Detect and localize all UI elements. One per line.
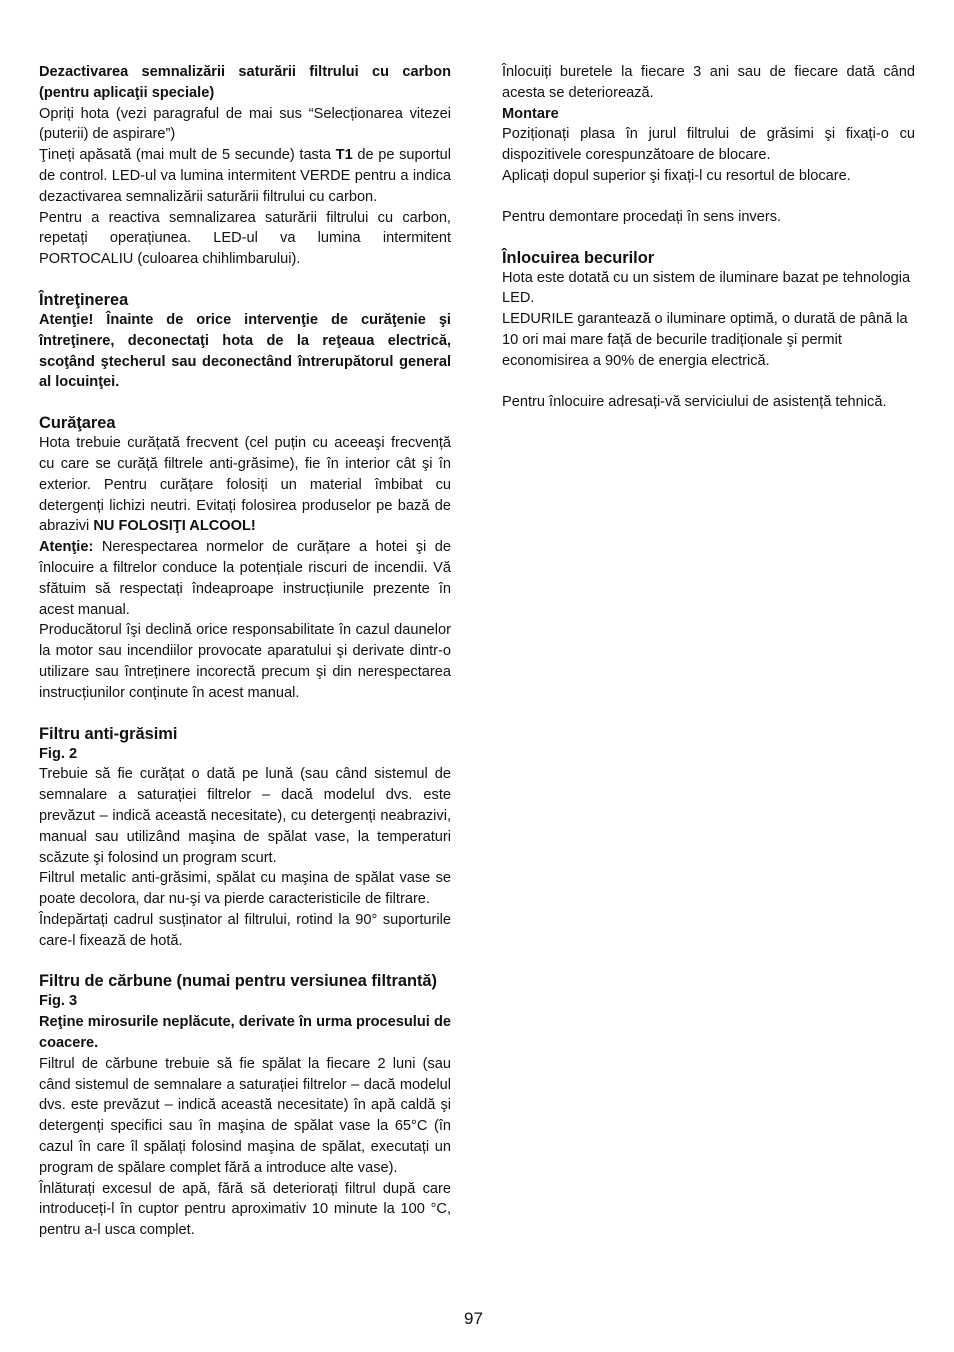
key-label: T1 (335, 147, 353, 164)
paragraph: Hota trebuie curățată frecvent (cel puțin cu aceeaşi frecvență cu care se curăță filtrele anti-grăsime), fie în interior cât şi în exterior. Pentru curățare folosiți un material îmbibat cu detergenți lichizi neutri. Evitați folosirea produselor pe bază de abrazivi NU FOLOSIŢI ALCOOL! (39, 435, 451, 535)
paragraph: Opriți hota (vezi paragraful de mai sus “Selecționarea vitezei (puterii) de aspirare”) (39, 105, 451, 143)
paragraph: Pentru înlocuire adresați-vă serviciului de asistență tehnică. (502, 393, 887, 410)
paragraph: Înlocuiți buretele la fiecare 3 ani sau de fiecare dată când acesta se deteriorează. (502, 64, 915, 101)
section-heading-carbon-filter: Filtru de cărbune (numai pentru versiunea filtrantă) (39, 972, 437, 991)
section-heading-maintenance: Întreţinerea (39, 290, 129, 309)
paragraph: Filtrul metalic anti-grăsimi, spălat cu maşina de spălat vase se poate decolora, dar nu-şi va pierde caracteristicile de filtrare. (39, 870, 451, 908)
section-heading-cleaning: Curăţarea (39, 414, 116, 433)
paragraph: Pentru demontare procedați în sens invers. (502, 208, 782, 225)
paragraph: Pentru a reactiva semnalizarea saturării filtrului cu carbon, repetați operațiunea. LED-ul va lumina intermitent PORTOCALIU (culoarea chihlimbarului). (39, 209, 451, 268)
paragraph: LEDURILE garantează o iluminare optimă, o durată de până la 10 ori mai mare față de becurile tradiționale şi permit economisirea a 90% de energia electrică. (502, 311, 908, 369)
paragraph: Aplicați dopul superior şi fixați-l cu resortul de blocare. (502, 167, 851, 184)
spacer (39, 704, 451, 724)
attention-label: Atenţie: (39, 539, 94, 556)
paragraph: Trebuie să fie curățat o dată pe lună (sau când sistemul de semnalare a saturației filtrelor – dacă modelul dvs. este prevăzut – indică această necesitate), cu detergenți neabrazivi, manual sau utilizând maşina de spălat vase, la temperaturi scăzute şi folosind un program scurt. (39, 766, 451, 866)
maintenance-warning: Atenţie! Înainte de orice intervenţie de curăţenie şi întreţinere, deconectaţi hota de la reţeaua electrică, scoţând ştecherul sau deconectând întrerupătorul general al locuinţei. (39, 311, 451, 391)
page-number: 97 (464, 1309, 483, 1328)
spacer (39, 393, 451, 413)
right-column (502, 62, 915, 412)
section-heading-grease-filter: Filtru anti-grăsimi (39, 724, 178, 743)
spacer (502, 372, 915, 392)
section-heading-bulb-replacement: Înlocuirea becurilor (502, 248, 655, 267)
left-column (39, 62, 451, 1241)
paragraph: Hota este dotată cu un sistem de iluminare bazat pe tehnologia LED. (502, 269, 911, 307)
paragraph: Producătorul îşi declină orice responsabilitate în cazul daunelor la motor sau incendiilor provocate aparatului şi derivate dintr-o utilizare sau întreținere incorectă precum şi din nerespectarea instrucțiunilor conținute în acest manual. (39, 622, 451, 701)
spacer (39, 270, 451, 290)
carbon-filter-intro: Reţine mirosurile neplăcute, derivate în urma procesului de coacere. (39, 1014, 451, 1052)
subheading-mounting: Montare (502, 105, 559, 122)
figure-reference: Fig. 3 (39, 993, 78, 1010)
paragraph: Filtrul de cărbune trebuie să fie spălat la fiecare 2 luni (sau când sistemul de semnalare a saturației filtrelor – dacă modelul dvs. este prevăzut – indică această necesitate) în apă caldă şi detergenți specifici sau în maşina de spălat vase la 65°C (în cazul în care îl spălați folosind maşina de spălat, executați un program de spălare complet fără a introduce alte vase). (39, 1055, 451, 1176)
paragraph: Îndepărtați cadrul susținator al filtrului, rotind la 90° suporturile care-l fixează de hotă. (39, 911, 451, 949)
paragraph: Atenţie: Nerespectarea normelor de curățare a hotei şi de înlocuire a filtrelor conduce la potențiale riscuri de incendii. Vă sfătuim să respectați îndeaproape instrucțiunile prezente în acest manual. (39, 539, 451, 618)
spacer (502, 187, 915, 207)
spacer (39, 951, 451, 971)
figure-reference: Fig. 2 (39, 745, 78, 762)
no-alcohol-warning: NU FOLOSIŢI ALCOOL! (93, 518, 256, 535)
paragraph: Poziționați plasa în jurul filtrului de grăsimi şi fixați-o cu dispozitivele corespunzătoare de blocare. (502, 126, 915, 164)
paragraph: Ţineți apăsată (mai mult de 5 secunde) tasta T1 de pe suportul de control. LED-ul va lumina intermitent VERDE pentru a indica dezactivarea semnalizării saturării filtrului cu carbon. (39, 147, 451, 205)
paragraph: Înlăturați excesul de apă, fără să deteriorați filtrul după care introduceți-l în cuptor pentru aproximativ 10 minute la 100 °C, pentru a-l usca complet. (39, 1180, 451, 1239)
spacer (502, 228, 915, 248)
carbon-signal-deactivation-title: Dezactivarea semnalizării saturării filtrului cu carbon (pentru aplicaţii speciale) (39, 64, 451, 101)
